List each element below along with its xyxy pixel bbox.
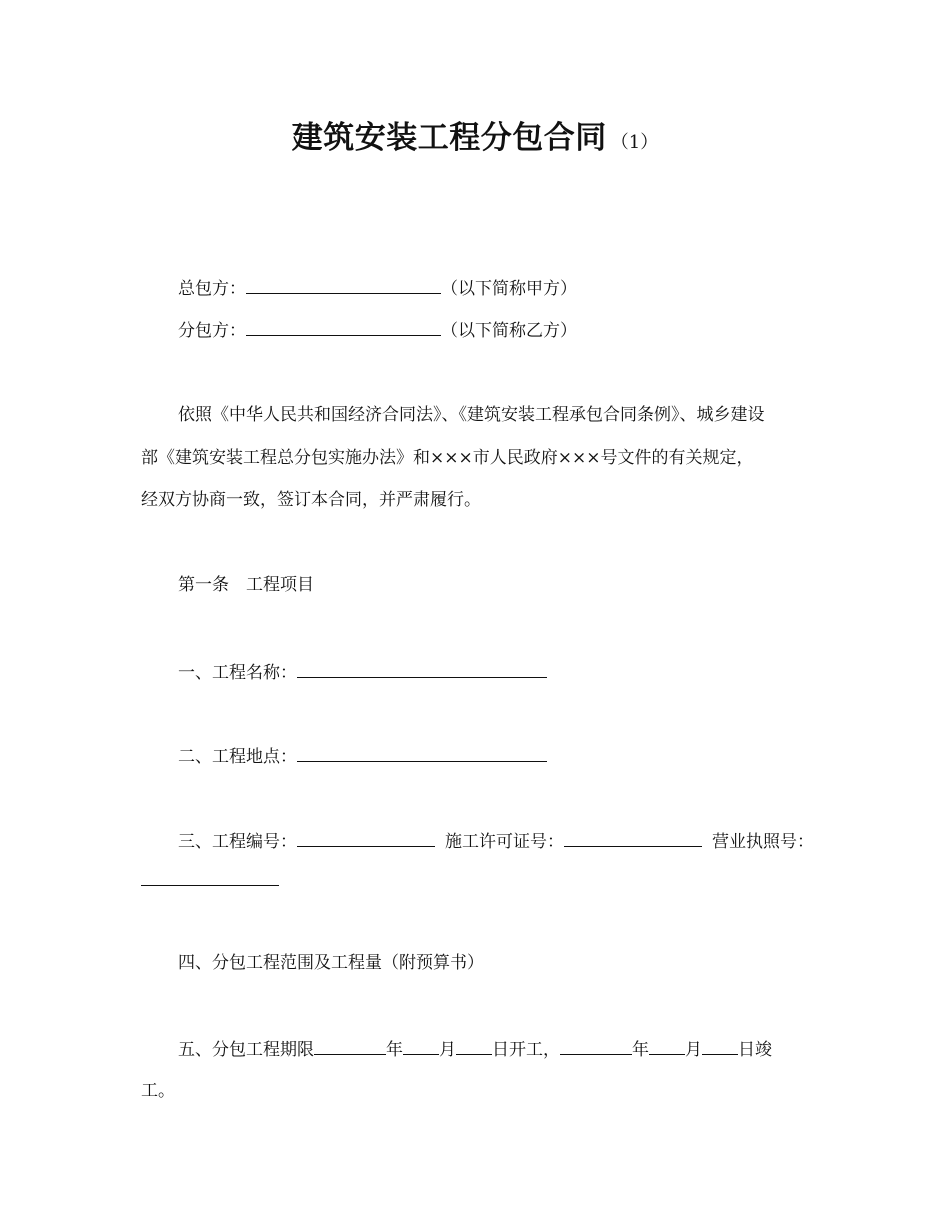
start-month-unit: 月 [439, 1040, 456, 1060]
end-month-blank[interactable] [649, 1037, 685, 1055]
start-day-unit: 日开工， [492, 1040, 560, 1060]
title-suffix: （1） [610, 132, 659, 153]
contractor-line [178, 276, 577, 300]
project-name-blank[interactable] [297, 660, 547, 678]
subcontractor-note: （以下简称乙方） [441, 321, 577, 341]
preamble-line-2: 部《建筑安装工程总分包实施办法》和×××市人民政府×××号文件的有关规定， [141, 448, 754, 468]
subcontractor-label: 分包方： [178, 321, 246, 341]
project-number-label: 三、工程编号： [178, 832, 297, 852]
article-1-heading: 第一条 工程项目 [178, 575, 314, 595]
project-location-label: 二、工程地点： [178, 747, 297, 767]
end-year-blank[interactable] [560, 1037, 632, 1055]
contractor-note: （以下简称甲方） [441, 279, 577, 299]
scope-line: 四、分包工程范围及工程量（附预算书） [178, 953, 484, 973]
preamble-line-3: 经双方协商一致，签订本合同，并严肃履行。 [141, 490, 481, 510]
start-year-blank[interactable] [314, 1037, 386, 1055]
period-label: 五、分包工程期限 [178, 1040, 314, 1060]
end-month-unit: 月 [685, 1040, 702, 1060]
start-year-unit: 年 [386, 1040, 403, 1060]
contractor-blank[interactable] [246, 276, 441, 294]
project-name-label: 一、工程名称： [178, 663, 297, 683]
project-location-blank[interactable] [297, 744, 547, 762]
permit-number-blank[interactable] [564, 829, 702, 847]
end-day-unit: 日竣 [738, 1040, 772, 1060]
contractor-label: 总包方： [178, 279, 246, 299]
period-line-end: 工。 [141, 1081, 175, 1101]
project-number-line [178, 829, 814, 853]
permit-number-label: 施工许可证号： [445, 832, 564, 852]
project-number-blank[interactable] [297, 829, 435, 847]
license-number-line [141, 868, 279, 892]
project-location-line [178, 744, 547, 768]
start-month-blank[interactable] [403, 1037, 439, 1055]
license-number-blank[interactable] [141, 868, 279, 886]
end-day-blank[interactable] [702, 1037, 738, 1055]
title-text: 建筑安装工程分包合同 [291, 120, 607, 156]
start-day-blank[interactable] [456, 1037, 492, 1055]
preamble-line-1: 依照《中华人民共和国经济合同法》、《建筑安装工程承包合同条例》、城乡建设 [178, 405, 765, 425]
period-line [178, 1037, 772, 1061]
subcontractor-line [178, 318, 577, 342]
document-title [0, 112, 950, 157]
project-name-line [178, 660, 547, 684]
subcontractor-blank[interactable] [246, 318, 441, 336]
license-number-label: 营业执照号： [712, 832, 814, 852]
end-year-unit: 年 [632, 1040, 649, 1060]
